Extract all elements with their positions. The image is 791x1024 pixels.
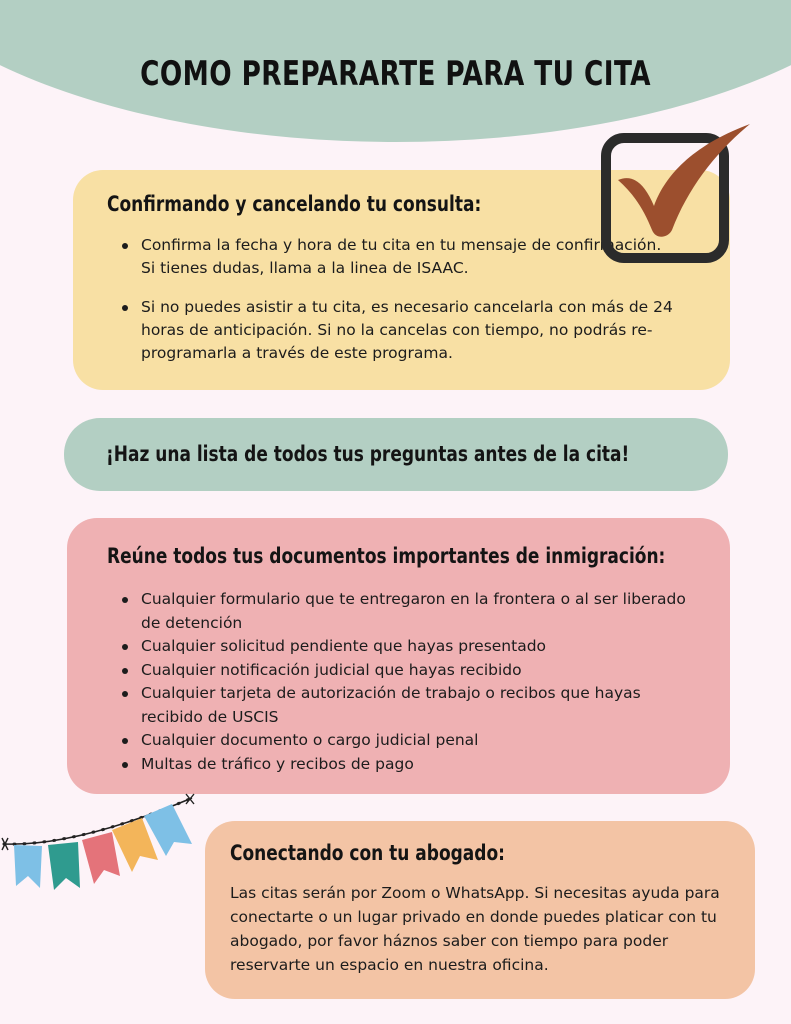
flag-1 [14, 845, 42, 888]
flag-3 [82, 832, 120, 884]
lawyer-body: Las citas serán por Zoom o WhatsApp. Si necesitas ayuda para conectarte o un lugar privado en donde puedes platicar con tu abogado, por favor háznos saber con tiempo para poder reservarte un espacio en nuestra oficina. [230, 884, 720, 974]
list-item: Cualquier notificación judicial que hayas recibido [107, 659, 687, 683]
list-item: Confirma la fecha y hora de tu cita en tu mensaje de confirmación. Si tienes dudas, llama a la linea de ISAAC. [107, 234, 677, 280]
list-item: Cualquier documento o cargo judicial penal [107, 729, 687, 753]
checkmark-box-icon [598, 118, 758, 268]
questions-card [64, 418, 728, 491]
documents-heading: Reúne todos tus documentos importantes de inmigración: [107, 544, 666, 568]
page-title: COMO PREPARARTE PARA TU CITA [140, 54, 651, 94]
flag-2 [48, 842, 80, 890]
questions-heading: ¡Haz una lista de todos tus preguntas antes de la cita! [106, 442, 630, 466]
list-item: Cualquier formulario que te entregaron en la frontera o al ser liberado de detención [107, 588, 687, 635]
lawyer-card [205, 821, 755, 999]
list-item: Cualquier tarjeta de autorización de trabajo o recibos que hayas recibido de USCIS [107, 682, 687, 729]
documents-list [107, 588, 687, 776]
list-item: Cualquier solicitud pendiente que hayas presentado [107, 635, 687, 659]
list-item: Multas de tráfico y recibos de pago [107, 753, 687, 777]
confirm-cancel-heading: Confirmando y cancelando tu consulta: [107, 192, 482, 216]
documents-card [67, 518, 730, 794]
lawyer-heading: Conectando con tu abogado: [230, 841, 505, 865]
bunting-flags-icon [0, 792, 200, 902]
confirm-cancel-list [107, 234, 677, 365]
list-item: Si no puedes asistir a tu cita, es necesario cancelarla con más de 24 horas de anticipación. Si no la cancelas con tiempo, no podrás re-programarla a través de este programa. [107, 296, 677, 365]
